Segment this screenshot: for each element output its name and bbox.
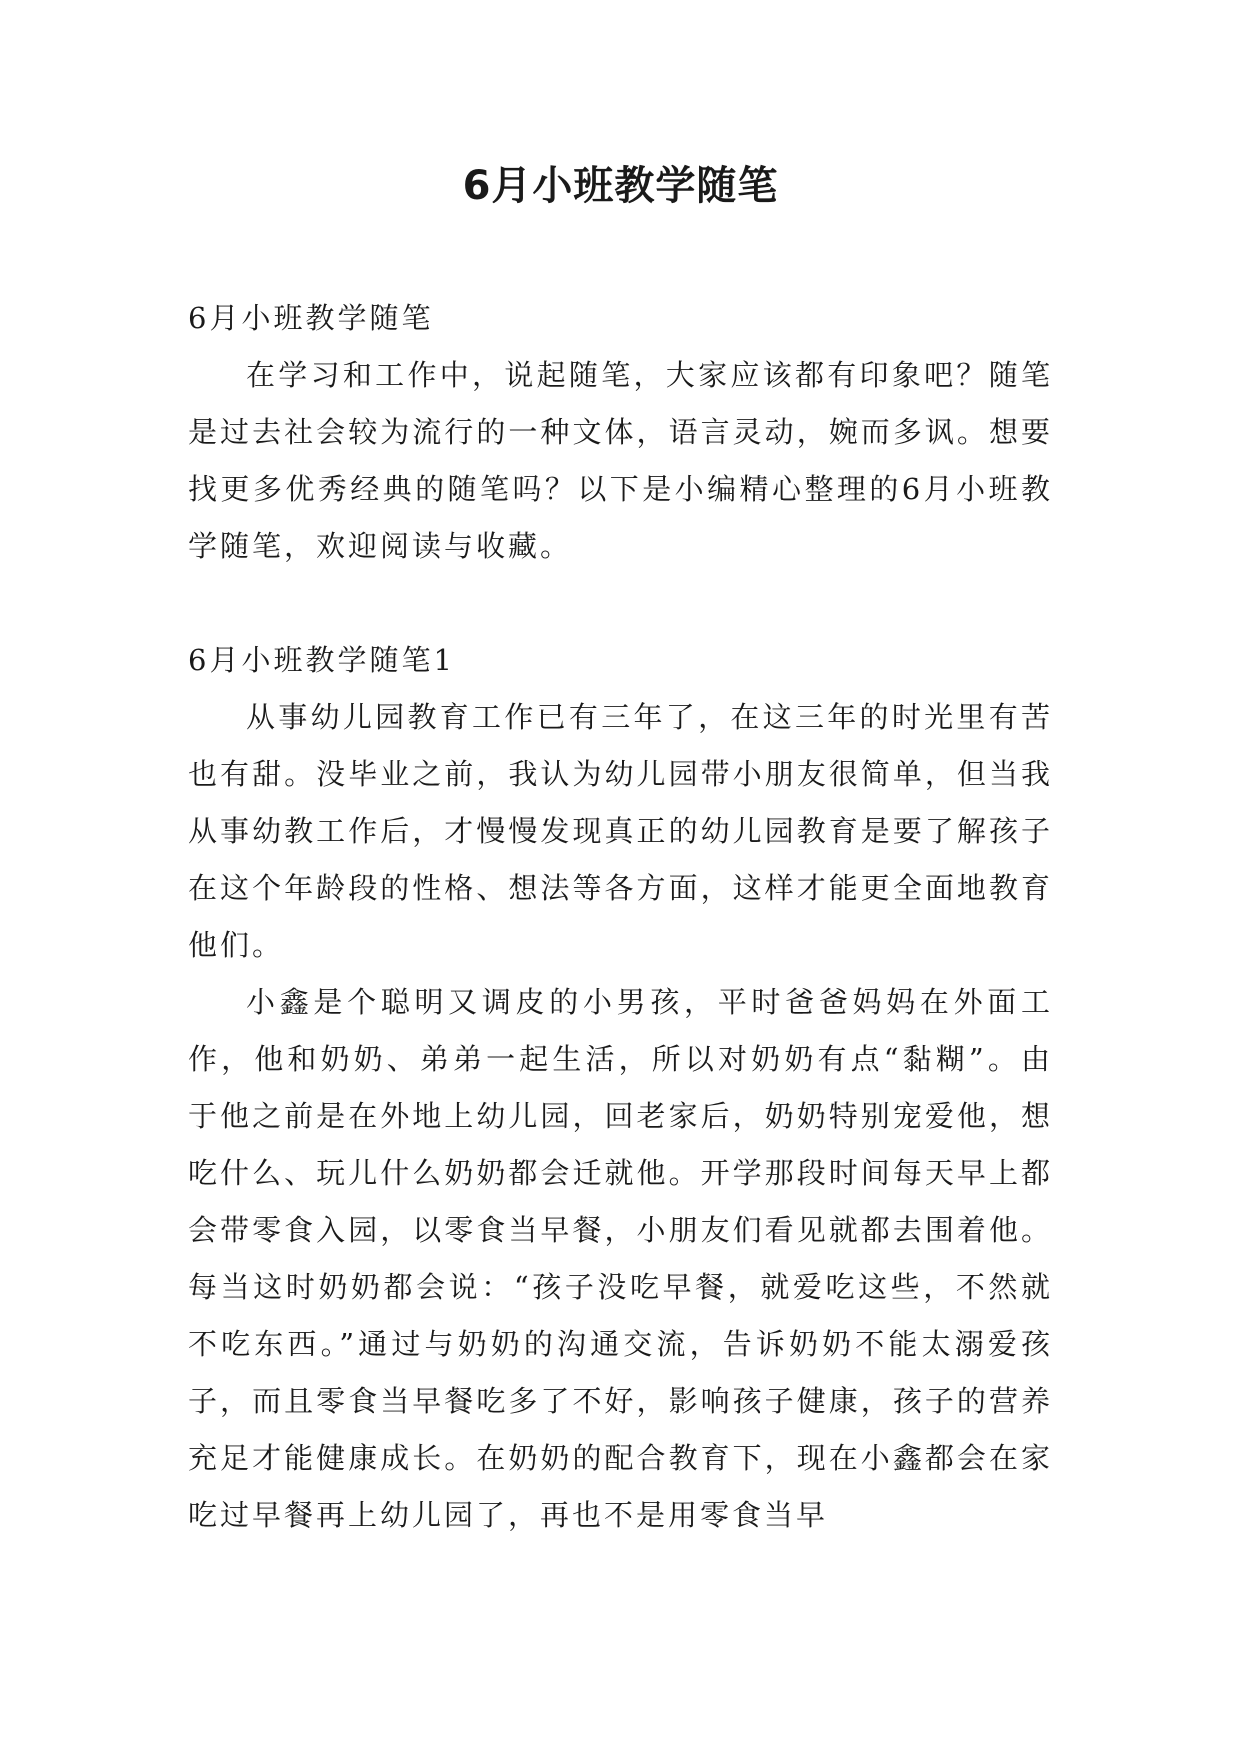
section-heading: 6月小班教学随笔1 bbox=[188, 643, 455, 677]
section-spacer bbox=[188, 575, 1053, 632]
page-title: 6月小班教学随笔 bbox=[462, 163, 779, 209]
document-body bbox=[188, 290, 1053, 1544]
intro-paragraph: 在学习和工作中，说起随笔，大家应该都有印象吧？随笔是过去社会较为流行的一种文体，语言灵动，婉而多讽。想要找更多优秀经典的随笔吗？以下是小编精心整理的6月小班教学随笔，欢迎阅读与收藏。 bbox=[188, 358, 1053, 563]
body-paragraph-1: 从事幼儿园教育工作已有三年了，在这三年的时光里有苦也有甜。没毕业之前，我认为幼儿园带小朋友很简单，但当我从事幼教工作后，才慢慢发现真正的幼儿园教育是要了解孩子在这个年龄段的性格、想法等各方面，这样才能更全面地教育他们。 bbox=[188, 700, 1053, 962]
body-paragraph-2: 小鑫是个聪明又调皮的小男孩，平时爸爸妈妈在外面工作，他和奶奶、弟弟一起生活，所以对奶奶有点“黏糊”。由于他之前是在外地上幼儿园，回老家后，奶奶特别宠爱他，想吃什么、玩儿什么奶奶都会迁就他。开学那段时间每天早上都会带零食入园，以零食当早餐，小朋友们看见就都去围着他。每当这时奶奶都会说：“孩子没吃早餐，就爱吃这些，不然就不吃东西。”通过与奶奶的沟通交流，告诉奶奶不能太溺爱孩子，而且零食当早餐吃多了不好，影响孩子健康，孩子的营养充足才能健康成长。在奶奶的配合教育下，现在小鑫都会在家吃过早餐再上幼儿园了，再也不是用零食当早 bbox=[188, 985, 1053, 1532]
document-subtitle: 6月小班教学随笔 bbox=[188, 301, 434, 335]
